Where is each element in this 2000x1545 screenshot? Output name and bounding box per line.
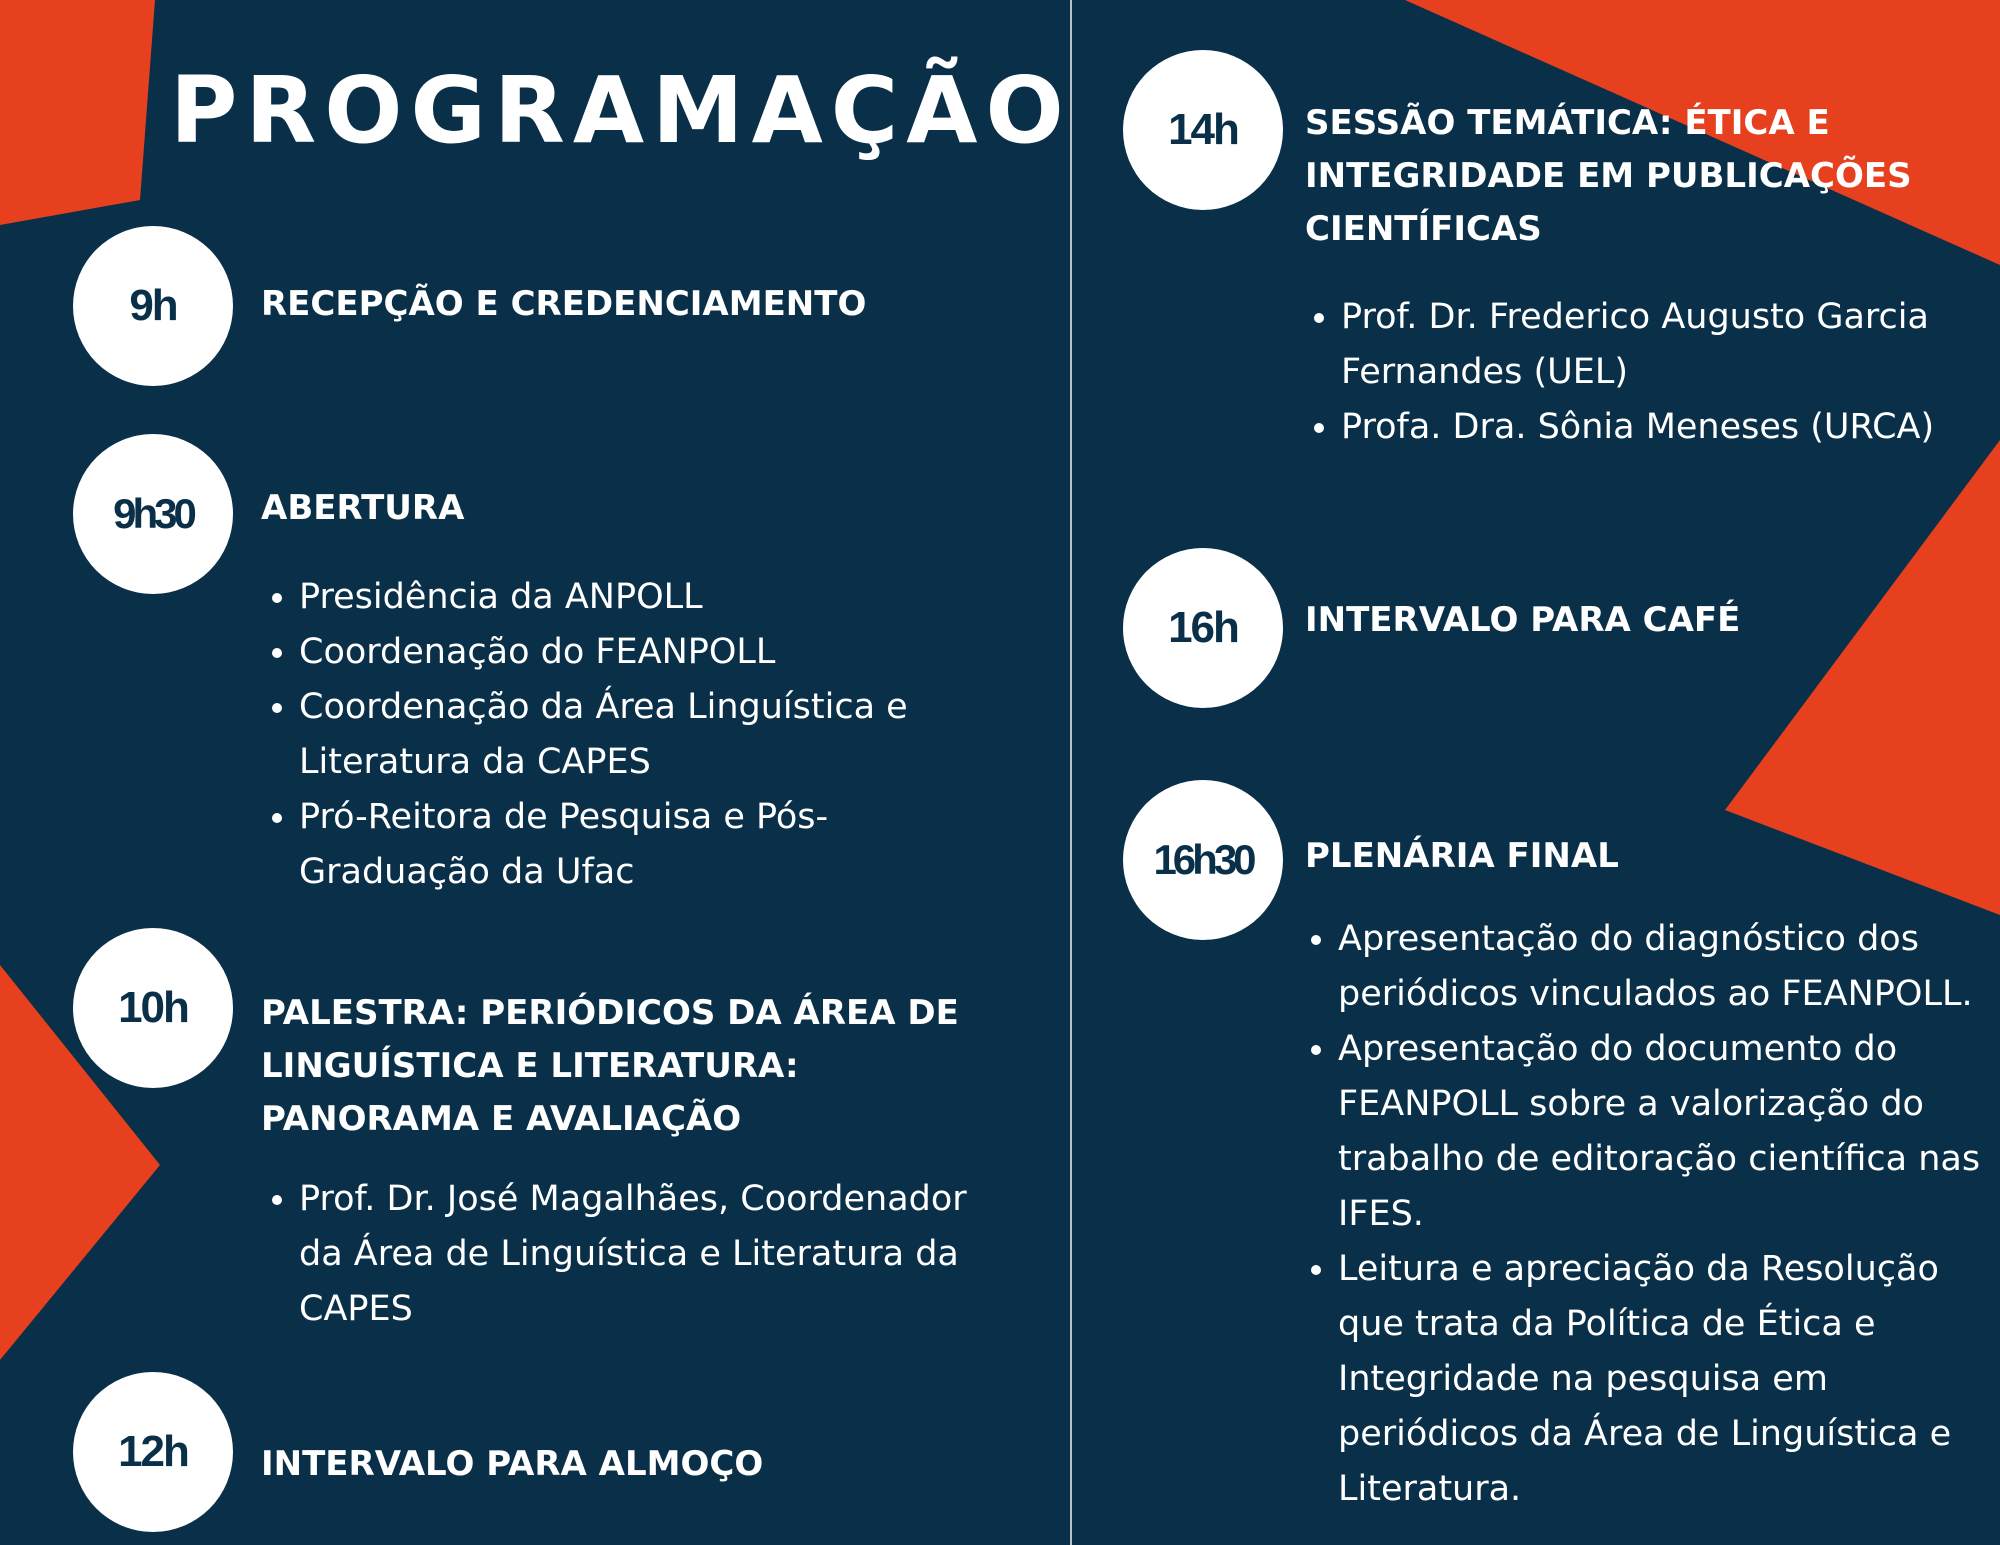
session-heading-final-plenary: PLENÁRIA FINAL (1305, 836, 1619, 876)
list-item: • Apresentação do diagnóstico dos periódicos vinculados ao FEANPOLL. (1338, 912, 1998, 1022)
list-item: • Coordenação do FEANPOLL (299, 625, 999, 680)
opening-list (261, 570, 999, 900)
list-item: • Prof. Dr. José Magalhães, Coordenador da Área de Linguística e Literatura da CAPES (299, 1172, 979, 1337)
session-heading-reception: RECEPÇÃO E CREDENCIAMENTO (261, 284, 867, 324)
list-item: • Presidência da ANPOLL (299, 570, 999, 625)
session-heading-coffee: INTERVALO PARA CAFÉ (1305, 600, 1741, 640)
time-badge-9h: 9h (73, 226, 233, 386)
session-heading-thematic: SESSÃO TEMÁTICA: ÉTICA E INTEGRIDADE EM PUBLICAÇÕES CIENTÍFICAS (1305, 103, 1912, 249)
session-heading-lunch: INTERVALO PARA ALMOÇO (261, 1444, 764, 1484)
list-item: • Prof. Dr. Frederico Augusto Garcia Fernandes (UEL) (1341, 290, 2000, 400)
column-divider (1070, 0, 1072, 1545)
page-title: PROGRAMAÇÃO (170, 57, 1072, 164)
accent-shape-top-left (0, 0, 155, 225)
thematic-list (1303, 290, 2000, 455)
list-item: • Apresentação do documento do FEANPOLL sobre a valorização do trabalho de editoração científica nas IFES. (1338, 1022, 1998, 1242)
time-badge-14h: 14h (1123, 50, 1283, 210)
list-item: • Coordenação da Área Linguística e Literatura da CAPES (299, 680, 999, 790)
session-heading-lecture: PALESTRA: PERIÓDICOS DA ÁREA DE LINGUÍSTICA E LITERATURA: PANORAMA E AVALIAÇÃO (261, 993, 959, 1139)
time-badge-9h30: 9h30 (73, 434, 233, 594)
session-heading-opening: ABERTURA (261, 488, 465, 528)
time-badge-16h: 16h (1123, 548, 1283, 708)
time-badge-10h: 10h (73, 928, 233, 1088)
list-item: • Leitura e apreciação da Resolução que trata da Política de Ética e Integridade na pesquisa em periódicos da Área de Linguística e Literatura. (1338, 1242, 1998, 1517)
list-item: • Profa. Dra. Sônia Meneses (URCA) (1341, 400, 2000, 455)
final-plenary-list (1300, 912, 1998, 1517)
lecture-list (261, 1172, 979, 1337)
time-badge-16h30: 16h30 (1123, 780, 1283, 940)
list-item: • Pró-Reitora de Pesquisa e Pós-Graduação da Ufac (299, 790, 999, 900)
time-badge-12h: 12h (73, 1372, 233, 1532)
